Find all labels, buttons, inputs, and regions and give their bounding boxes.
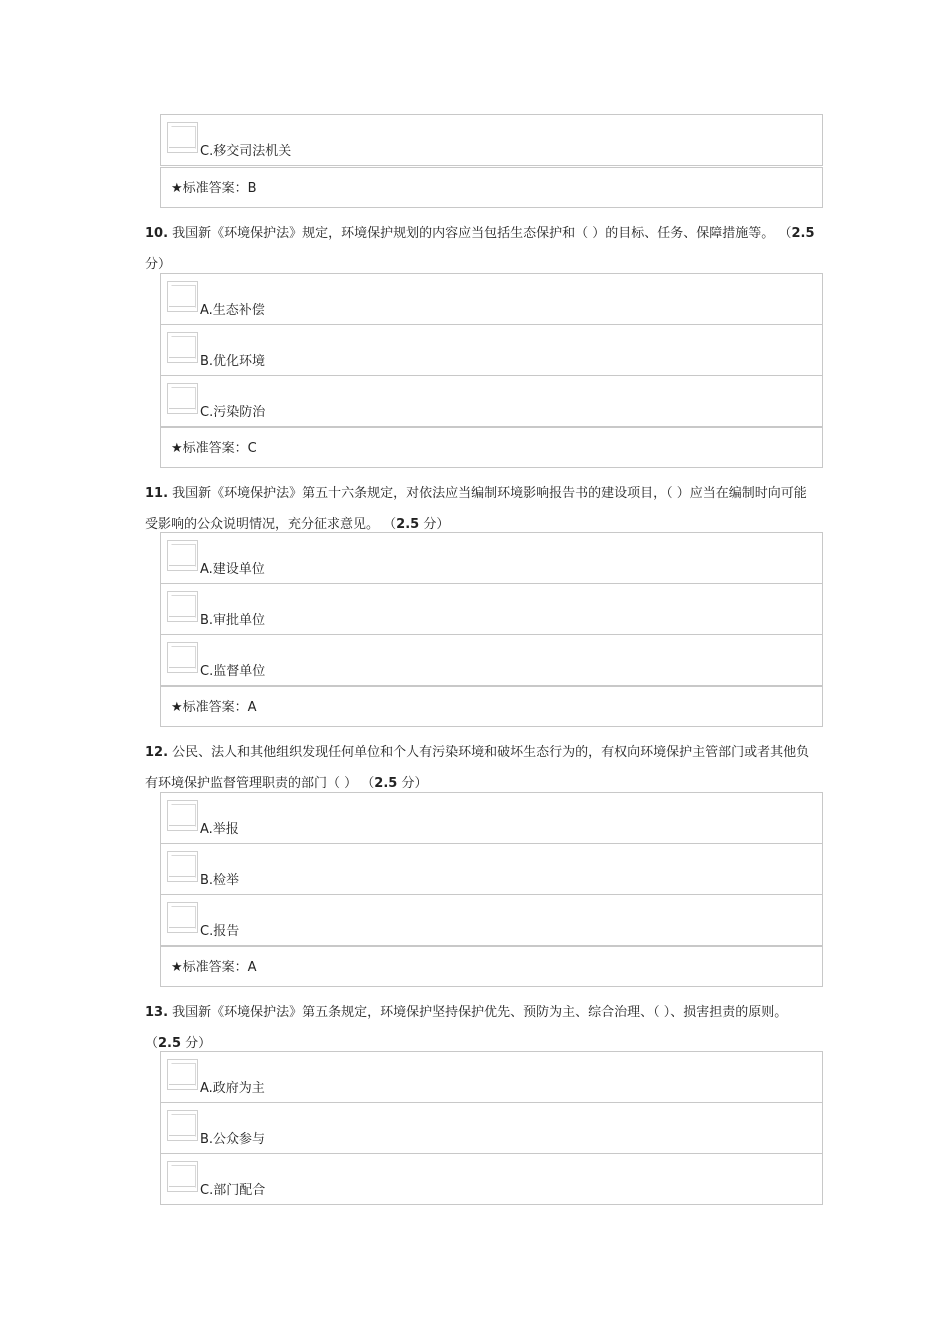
option-label: A.建设单位	[200, 562, 265, 577]
option-row[interactable]	[160, 583, 823, 635]
question-number: 13.	[145, 1005, 169, 1020]
standard-answer: ★标准答案：C	[171, 441, 257, 456]
option-label: A.生态补偿	[200, 303, 265, 318]
option-row[interactable]	[160, 1051, 823, 1103]
option-row[interactable]	[160, 273, 823, 325]
standard-answer-row	[160, 946, 823, 987]
question-number: 10.	[145, 226, 169, 241]
question-12	[145, 737, 815, 799]
option-label: C.监督单位	[200, 664, 266, 679]
option-checkbox[interactable]	[167, 122, 198, 153]
question-score: （2.5 分）	[145, 1036, 212, 1051]
option-row[interactable]	[160, 532, 823, 584]
option-checkbox[interactable]	[167, 332, 198, 363]
option-checkbox[interactable]	[167, 383, 198, 414]
question-score: （2.5 分）	[145, 226, 815, 272]
option-row[interactable]	[160, 894, 823, 946]
option-label: B.检举	[200, 873, 240, 888]
standard-answer-row	[160, 686, 823, 727]
option-label: C.移交司法机关	[200, 144, 292, 159]
option-checkbox[interactable]	[167, 1059, 198, 1090]
option-row[interactable]	[160, 843, 823, 895]
question-number: 11.	[145, 486, 169, 501]
standard-answer: ★标准答案：A	[171, 960, 257, 975]
standard-answer: ★标准答案：A	[171, 700, 257, 715]
option-checkbox[interactable]	[167, 902, 198, 933]
option-label: B.公众参与	[200, 1132, 266, 1147]
option-row[interactable]	[160, 634, 823, 686]
option-label: A.举报	[200, 822, 239, 837]
option-row[interactable]	[160, 375, 823, 427]
option-row[interactable]	[160, 324, 823, 376]
option-label: B.审批单位	[200, 613, 266, 628]
option-checkbox[interactable]	[167, 1161, 198, 1192]
option-label: C.污染防治	[200, 405, 266, 420]
option-row[interactable]	[160, 1153, 823, 1205]
option-label: C.报告	[200, 924, 240, 939]
question-text: 公民、法人和其他组织发现任何单位和个人有污染环境和破坏生态行为的，有权向环境保护主管部门或者其他负有环境保护监督管理职责的部门（ ）	[145, 745, 810, 791]
option-checkbox[interactable]	[167, 851, 198, 882]
option-checkbox[interactable]	[167, 642, 198, 673]
question-10	[145, 218, 815, 280]
question-score: （2.5 分）	[383, 517, 450, 532]
standard-answer: ★标准答案：B	[171, 181, 257, 196]
question-text: 我国新《环境保护法》第五条规定，环境保护坚持保护优先、预防为主、综合治理、（ ）、损害担责的原则。	[172, 1005, 788, 1020]
question-text: 我国新《环境保护法》第五十六条规定，对依法应当编制环境影响报告书的建设项目，（ ）应当在编制时向可能受影响的公众说明情况，充分征求意见。	[145, 486, 807, 532]
question-11	[145, 478, 815, 540]
option-label: A.政府为主	[200, 1081, 265, 1096]
option-checkbox[interactable]	[167, 281, 198, 312]
option-checkbox[interactable]	[167, 1110, 198, 1141]
option-row[interactable]	[160, 114, 823, 166]
question-text: 我国新《环境保护法》规定，环境保护规划的内容应当包括生态保护和（ ）的目标、任务、保障措施等。	[172, 226, 775, 241]
option-row[interactable]	[160, 792, 823, 844]
option-row[interactable]	[160, 1102, 823, 1154]
question-number: 12.	[145, 745, 169, 760]
option-label: B.优化环境	[200, 354, 266, 369]
option-checkbox[interactable]	[167, 591, 198, 622]
option-checkbox[interactable]	[167, 800, 198, 831]
standard-answer-row	[160, 167, 823, 208]
option-label: C.部门配合	[200, 1183, 266, 1198]
question-13	[145, 997, 815, 1059]
option-checkbox[interactable]	[167, 540, 198, 571]
standard-answer-row	[160, 427, 823, 468]
question-score: （2.5 分）	[361, 776, 428, 791]
